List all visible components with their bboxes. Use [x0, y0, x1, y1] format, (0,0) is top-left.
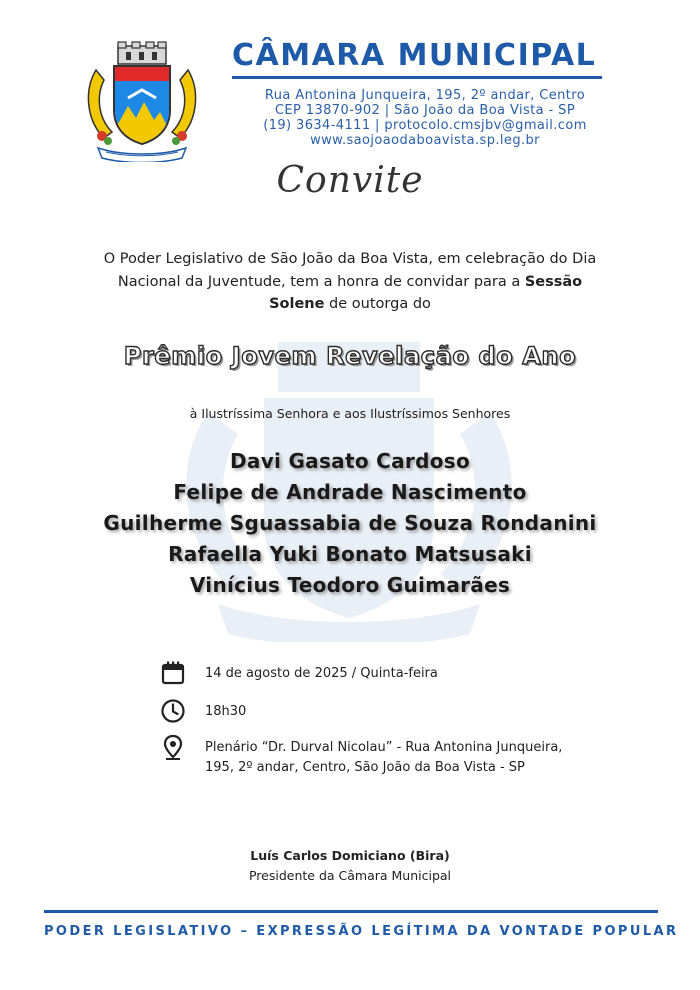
dedication-line: à Ilustríssima Senhora e aos Ilustríssimos Senhores — [189, 406, 511, 421]
signatory-role: Presidente da Câmara Municipal — [248, 868, 452, 883]
location-line-1: Plenário “Dr. Durval Nicolau” - Rua Antonina Junqueira, — [205, 740, 563, 755]
event-location — [205, 738, 605, 778]
intro-text-end: de outorga do — [324, 296, 431, 312]
signatory-name: Luís Carlos Domiciano (Bira) — [250, 848, 450, 863]
footer-slogan: PODER LEGISLATIVO – EXPRESSÃO LEGÍTIMA DA VONTADE POPULAR — [44, 924, 679, 939]
intro-text-start: O Poder Legislativo de São João da Boa Vista, em celebração do Dia Nacional da Juventude, tem a honra de convidar para a — [103, 251, 597, 290]
event-time: 18h30 — [205, 704, 247, 719]
coat-of-arms-logo — [82, 40, 202, 162]
website-link[interactable]: www.saojoaodaboavista.sp.leg.br — [310, 133, 540, 148]
location-pin-icon — [160, 734, 186, 760]
contact-line: (19) 3634-4111 | protocolo.cmsjbv@gmail.com — [263, 118, 587, 133]
honoree-name: Guilherme Sguassabia de Souza Rondanini — [103, 511, 597, 535]
honoree-name: Davi Gasato Cardoso — [230, 449, 470, 473]
address-line: Rua Antonina Junqueira, 195, 2º andar, Centro — [264, 88, 586, 103]
event-date: 14 de agosto de 2025 / Quinta-feira — [205, 666, 438, 681]
honoree-name: Vinícius Teodoro Guimarães — [189, 573, 511, 597]
clock-icon — [160, 698, 186, 724]
location-line-2: 195, 2º andar, Centro, São João da Boa Vista - SP — [205, 760, 525, 775]
intro-paragraph — [100, 248, 600, 316]
header-divider — [232, 76, 602, 79]
session-name: Sessão Solene — [269, 273, 583, 312]
prize-title: Prêmio Jovem Revelação do Ano — [123, 342, 577, 370]
honoree-name: Rafaella Yuki Bonato Matsusaki — [168, 542, 532, 566]
honoree-name: Felipe de Andrade Nascimento — [173, 480, 527, 504]
invite-heading: Convite — [276, 160, 424, 201]
chamber-title: CÂMARA MUNICIPAL — [232, 38, 597, 73]
honorees-list — [40, 446, 660, 601]
cep-line: CEP 13870-902 | São João da Boa Vista - SP — [274, 103, 576, 118]
footer-divider — [44, 910, 658, 913]
calendar-icon — [160, 660, 186, 686]
